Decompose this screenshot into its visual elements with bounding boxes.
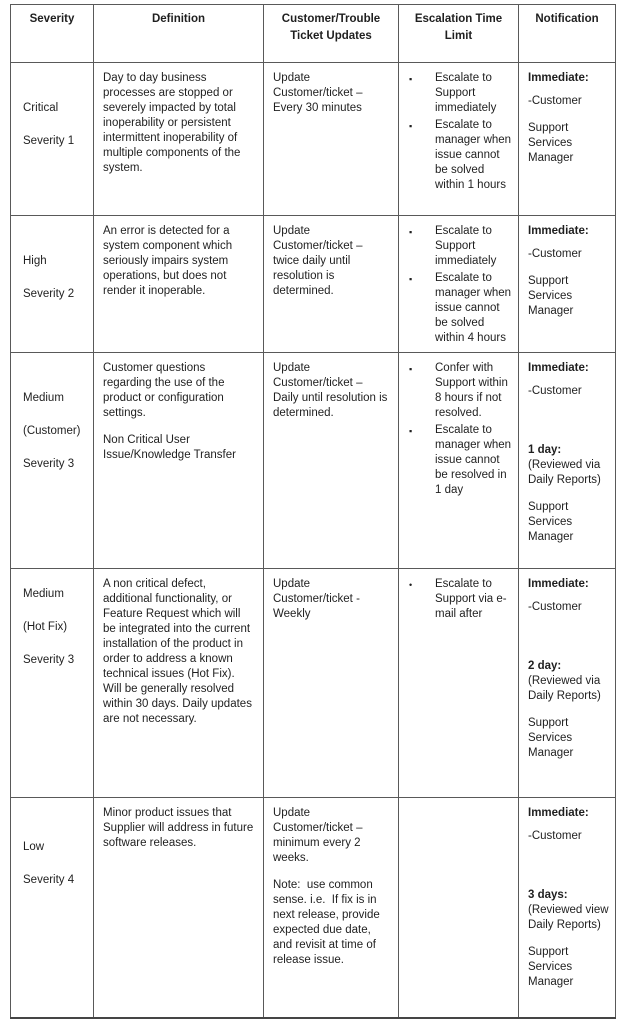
escalation-text: Escalate to manager when issue cannot be solved within 4 hours [435, 272, 512, 344]
severity-cell [11, 569, 94, 798]
severity-qualifier: (Customer) [23, 425, 81, 437]
notification-customer: -Customer [528, 95, 582, 107]
definition-text: Day to day business processes are stopped or severely impacted by total inoperability or persistent intermittent inoperability of multiple components of the system. [103, 72, 241, 174]
notification-cell [519, 63, 616, 216]
notification-customer: -Customer [528, 248, 582, 260]
definition-text: An error is detected for a system component which seriously impairs system operations, but does not render it inoperable. [103, 225, 233, 297]
severity-level: Severity 2 [23, 288, 75, 300]
square-bullet-icon: ▪ [409, 121, 413, 131]
square-bullet-icon: ▪ [409, 426, 413, 436]
severity-label: Medium [23, 588, 64, 600]
severity-label: Low [23, 841, 45, 853]
header-escalation: Escalation Time Limit [399, 5, 519, 63]
notification-review-label: 3 days: [528, 889, 568, 901]
severity-escalation-table [10, 4, 616, 1019]
notification-customer: -Customer [528, 601, 582, 613]
notification-customer: -Customer [528, 830, 582, 842]
notification-cell [519, 353, 616, 569]
notification-review-label: 2 day: [528, 660, 562, 672]
definition-text: A non critical defect, additional functionality, or Feature Request which will be integrated into the current installation of the product in order to address a known technical issues (Hot Fix). Will be generally resolved within 30 days. Daily updates are not necessary. [103, 578, 252, 725]
updates-cell [264, 353, 399, 569]
escalation-cell [399, 569, 519, 798]
notification-manager: Support Services Manager [528, 501, 574, 543]
square-bullet-icon: ▪ [409, 74, 413, 84]
notification-immediate-label: Immediate: [528, 578, 589, 590]
escalation-text: Escalate to Support via e-mail after [435, 578, 507, 620]
escalation-item [409, 224, 514, 269]
escalation-item [409, 423, 514, 498]
updates-cell [264, 569, 399, 798]
header-definition: Definition [94, 5, 264, 63]
severity-cell [11, 216, 94, 353]
notification-cell [519, 798, 616, 1018]
definition-cell [94, 798, 264, 1018]
escalation-item [409, 577, 514, 622]
updates-cell [264, 216, 399, 353]
severity-level: Severity 3 [23, 654, 75, 666]
severity-label: Medium [23, 392, 64, 404]
severity-cell [11, 353, 94, 569]
notification-immediate-label: Immediate: [528, 225, 589, 237]
square-bullet-icon: ▪ [409, 227, 413, 237]
escalation-text: Escalate to Support immediately [435, 225, 497, 267]
escalation-text: Escalate to manager when issue cannot be solved within 1 hours [435, 119, 512, 191]
severity-cell [11, 798, 94, 1018]
round-bullet-icon: • [409, 580, 413, 590]
header-row [11, 5, 616, 63]
escalation-cell [399, 216, 519, 353]
notification-review-note: (Reviewed via Daily Reports) [528, 459, 601, 486]
definition-cell [94, 216, 264, 353]
table-row-high [11, 216, 616, 353]
definition-cell [94, 569, 264, 798]
updates-text: Update Customer/ticket - Weekly [273, 578, 364, 620]
updates-text: Update Customer/ticket – twice daily until resolution is determined. [273, 225, 366, 297]
table-row-medium-customer [11, 353, 616, 569]
notification-review-label: 1 day: [528, 444, 562, 456]
header-updates: Customer/Trouble Ticket Updates [264, 5, 399, 63]
escalation-cell [399, 63, 519, 216]
notification-manager: Support Services Manager [528, 122, 574, 164]
severity-level: Severity 4 [23, 874, 75, 886]
updates-note: Note: use common sense. i.e. If fix is in next release, provide expected due date, and revisit at time of release issue. [273, 879, 383, 966]
severity-qualifier: (Hot Fix) [23, 621, 68, 633]
updates-text: Update Customer/ticket – Every 30 minutes [273, 72, 366, 114]
escalation-item [409, 118, 514, 193]
notification-review-note: (Reviewed view Daily Reports) [528, 904, 609, 931]
updates-cell [264, 63, 399, 216]
definition-text: Customer questions regarding the use of the product or configuration settings. [103, 362, 225, 419]
severity-level: Severity 3 [23, 458, 75, 470]
notification-manager: Support Services Manager [528, 717, 574, 759]
escalation-text: Confer with Support within 8 hours if not resolved. [435, 362, 508, 419]
severity-label: Critical [23, 102, 59, 114]
notification-cell [519, 216, 616, 353]
escalation-text: Escalate to manager when issue cannot be resolved in 1 day [435, 424, 512, 496]
table-row-critical [11, 63, 616, 216]
severity-cell [11, 63, 94, 216]
updates-cell [264, 798, 399, 1018]
severity-level: Severity 1 [23, 135, 75, 147]
square-bullet-icon: ▪ [409, 364, 413, 374]
escalation-cell-empty [399, 798, 519, 1018]
escalation-cell [399, 353, 519, 569]
header-severity: Severity [11, 5, 94, 63]
notification-cell [519, 569, 616, 798]
updates-text: Update Customer/ticket – Daily until resolution is determined. [273, 362, 391, 419]
definition-text: Minor product issues that Supplier will address in future software releases. [103, 807, 254, 849]
escalation-item [409, 71, 514, 116]
notification-immediate-label: Immediate: [528, 72, 589, 84]
header-notification: Notification [519, 5, 616, 63]
notification-manager: Support Services Manager [528, 275, 574, 317]
notification-manager: Support Services Manager [528, 946, 574, 988]
notification-immediate-label: Immediate: [528, 807, 589, 819]
escalation-item [409, 271, 514, 346]
square-bullet-icon: ▪ [409, 274, 413, 284]
table-row-medium-hotfix [11, 569, 616, 798]
updates-text: Update Customer/ticket – minimum every 2 weeks. [273, 807, 366, 864]
definition-cell [94, 63, 264, 216]
definition-text: Non Critical User Issue/Knowledge Transfer [103, 434, 236, 461]
table-row-low [11, 798, 616, 1018]
notification-review-note: (Reviewed via Daily Reports) [528, 675, 601, 702]
escalation-item [409, 361, 514, 421]
notification-customer: -Customer [528, 385, 582, 397]
definition-cell [94, 353, 264, 569]
notification-immediate-label: Immediate: [528, 362, 589, 374]
severity-label: High [23, 255, 47, 267]
escalation-text: Escalate to Support immediately [435, 72, 497, 114]
